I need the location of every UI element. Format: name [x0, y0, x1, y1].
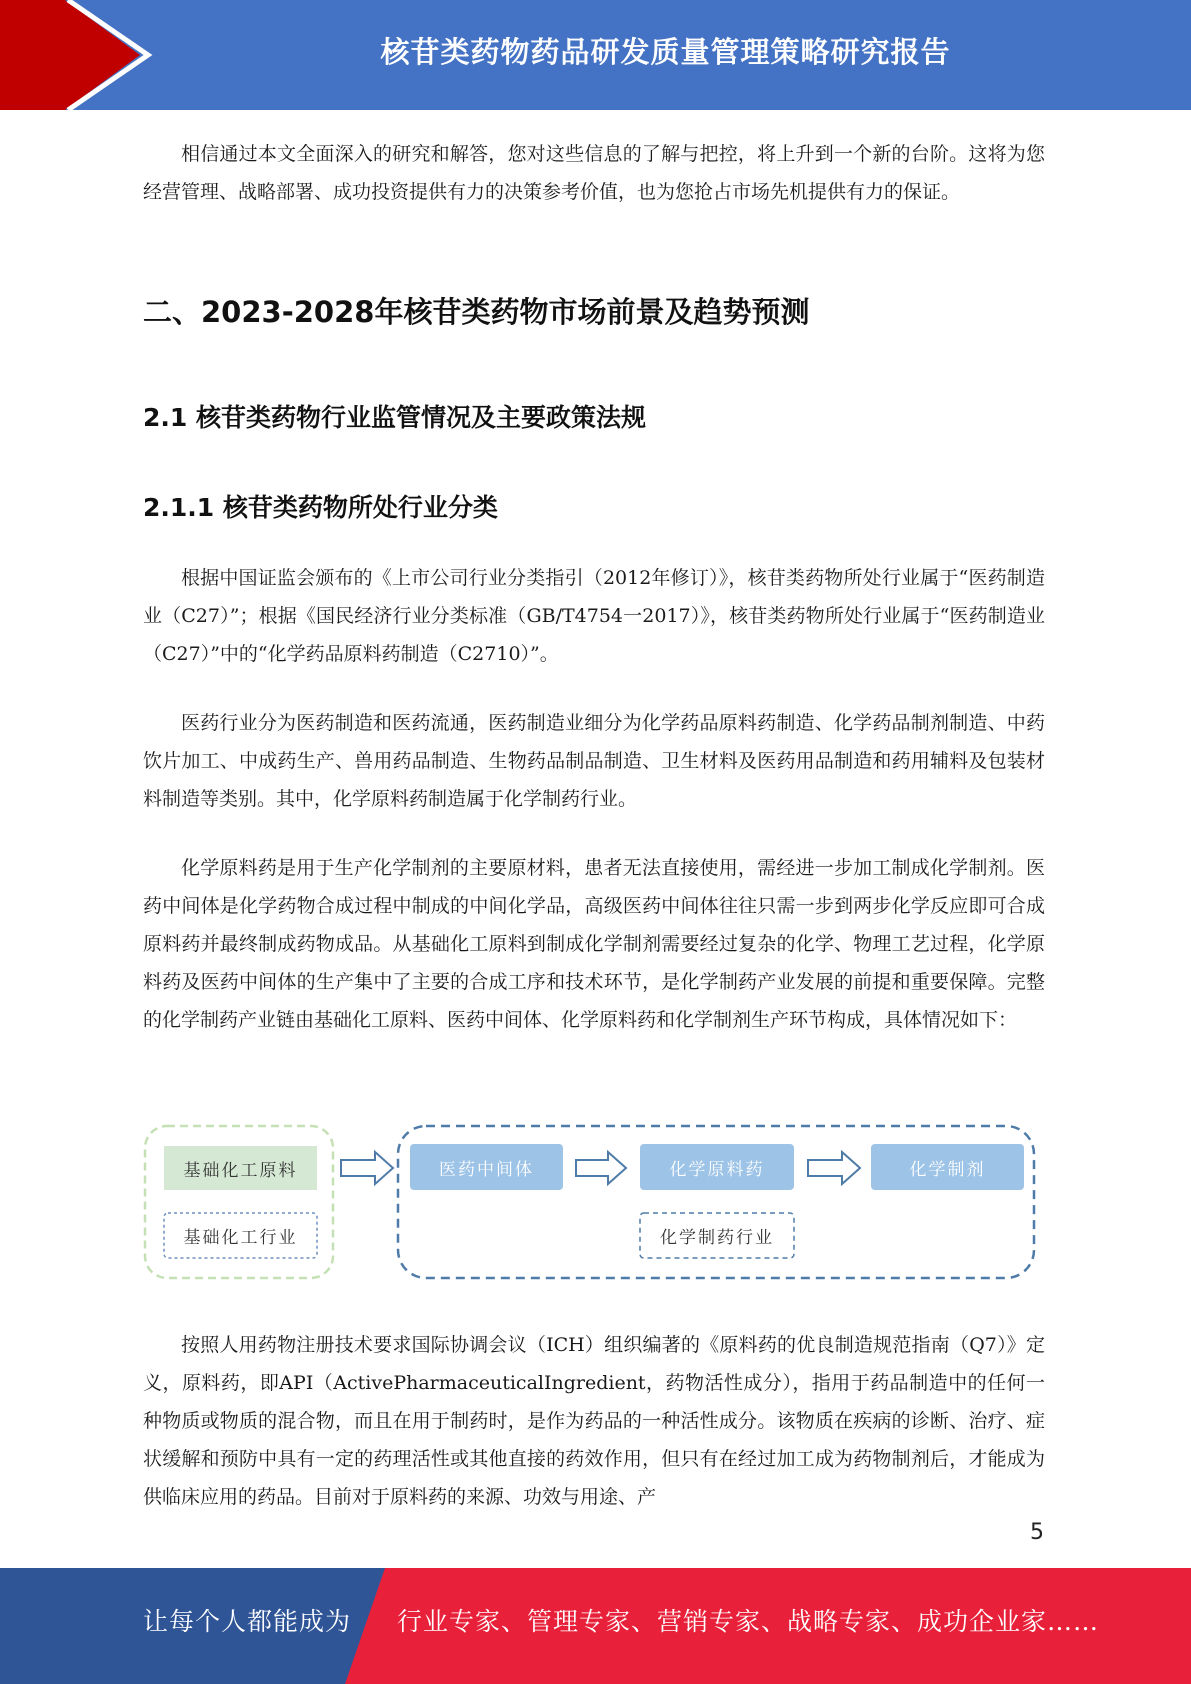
- paragraph-block-3: [143, 849, 1045, 1039]
- paragraph-industry-segments: 医药行业分为医药制造和医药流通，医药制造业细分为化学药品原料药制造、化学药品制剂制造、中药饮片加工、中成药生产、兽用药品制造、生物药品制品制造、卫生材料及医药用品制造和药用辅料及包装材料制造等类别。其中，化学原料药制造属于化学制药行业。: [143, 712, 1045, 810]
- section-heading-wrap: [143, 290, 1045, 331]
- footer-slogan-right: 行业专家、管理专家、营销专家、战略专家、成功企业家……: [397, 1607, 1100, 1636]
- arrow-1: [341, 1152, 393, 1184]
- preparation-box: 化学制剂: [871, 1144, 1024, 1190]
- footer-band: [0, 1568, 1191, 1684]
- paragraph-block-1: [143, 559, 1045, 673]
- header-band: [0, 0, 1191, 110]
- api-box: 化学原料药: [640, 1144, 794, 1190]
- subsubsection-title: 2.1.1 核苷类药物所处行业分类: [143, 493, 498, 522]
- paragraph-block-2: [143, 704, 1045, 818]
- paragraph-api-definition: 按照人用药物注册技术要求国际协调会议（ICH）组织编著的《原料药的优良制造规范指南（Q7）》定义，原料药，即API（ActivePharmaceuticalIngredient，药物活性成分），指用于药品制造中的任何一种物质或物质的混合物，而且在用于制药时，是作为药品的一种活性成分。该物质在疾病的诊断、治疗、症状缓解和预防中具有一定的药理活性或其他直接的药效作用，但只有在经过加工成为药物制剂后，才能成为供临床应用的药品。目前对于原料药的来源、功效与用途、产: [143, 1334, 1045, 1508]
- basic-material-box: 基础化工原料: [164, 1146, 317, 1190]
- subsubsection-heading-wrap: [143, 488, 1045, 524]
- paragraph-block-4: [143, 1326, 1045, 1516]
- paragraph-classification: 根据中国证监会颁布的《上市公司行业分类指引（2012年修订）》，核苷类药物所处行业属于“医药制造业（C27）”；根据《国民经济行业分类标准（GB/T4754一2017）》，核苷类药物所处行业属于“医药制造业（C27）”中的“化学药品原料药制造（C2710）”。: [143, 567, 1045, 665]
- pharma-industry-box: 化学制药行业: [660, 1228, 774, 1248]
- header-chevron-decoration: [0, 0, 160, 110]
- footer-slogan-left: 让每个人都能成为: [143, 1607, 352, 1636]
- arrow-2: [576, 1152, 626, 1184]
- arrow-3: [808, 1152, 860, 1184]
- intermediate-box: 医药中间体: [410, 1144, 563, 1190]
- basic-industry-box: 基础化工行业: [183, 1228, 298, 1248]
- industry-chain-diagram: [143, 1120, 1045, 1285]
- paragraph-api-chain: 化学原料药是用于生产化学制剂的主要原材料，患者无法直接使用，需经进一步加工制成化学制剂。医药中间体是化学药物合成过程中制成的中间化学品，高级医药中间体往往只需一步到两步化学反应即可合成原料药并最终制成药物成品。从基础化工原料到制成化学制剂需要经过复杂的化学、物理工艺过程，化学原料药及医药中间体的生产集中了主要的合成工序和技术环节，是化学制药产业发展的前提和重要保障。完整的化学制药产业链由基础化工原料、医药中间体、化学原料药和化学制剂生产环节构成，具体情况如下：: [143, 857, 1045, 1031]
- subsection-heading-wrap: [143, 398, 1045, 434]
- intro-paragraph: 相信通过本文全面深入的研究和解答，您对这些信息的了解与把控，将上升到一个新的台阶。这将为您经营管理、战略部署、成功投资提供有力的决策参考价值，也为您抢占市场先机提供有力的保证。: [143, 143, 1045, 203]
- section-title: 二、2023-2028年核苷类药物市场前景及趋势预测: [143, 295, 810, 329]
- report-title: 核苷类药物药品研发质量管理策略研究报告: [380, 34, 951, 69]
- intro-section: [143, 135, 1045, 211]
- page-number: 5: [1030, 1520, 1044, 1545]
- subsection-title: 2.1 核苷类药物行业监管情况及主要政策法规: [143, 403, 646, 432]
